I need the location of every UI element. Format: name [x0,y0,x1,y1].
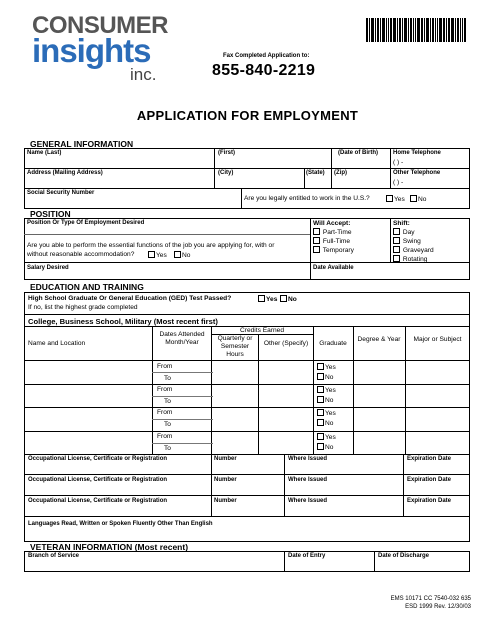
ged-no-checkbox[interactable] [280,295,297,303]
license-exp-2: Expiration Date [407,477,452,483]
divider [24,188,470,189]
yes-label: Yes [266,296,278,303]
row3-to: To [164,421,171,428]
logo-line-1: CONSUMER [32,12,169,39]
checkbox-icon [317,419,324,426]
yes-label: Yes [325,410,336,417]
fax-label: Fax Completed Application to: [223,53,310,59]
checkbox-icon [317,433,324,440]
row3-grad-no-checkbox[interactable] [317,419,333,427]
will-accept-label: Will Accept: [313,220,351,227]
fax-number: 855-840-2219 [212,62,316,79]
ssn-label: Social Security Number [27,190,95,196]
divider [390,148,391,188]
row1-grad-no-checkbox[interactable] [317,373,333,381]
divider [24,431,470,432]
temporary-label: Temporary [322,247,354,254]
divider [331,148,332,188]
divider [211,454,212,516]
temporary-checkbox[interactable] [313,246,354,254]
checkbox-icon [313,246,320,253]
no-label: No [325,444,334,451]
divider [24,360,470,361]
veteran-heading: VETERAN INFORMATION (Most recent) [30,542,189,552]
credits-earned-header: Credits Earned [240,327,284,334]
divider [403,454,404,516]
divider [310,218,311,280]
zip-label: (Zip) [334,170,347,176]
checkbox-icon [386,195,393,202]
part-time-label: Part-Time [322,229,352,236]
yes-label: Yes [325,434,336,441]
checkbox-icon [313,237,320,244]
checkbox-icon [393,237,400,244]
divider [152,443,213,444]
no-label: No [325,374,334,381]
row2-to: To [164,398,171,405]
divider [24,168,470,169]
yes-label: Yes [156,252,167,259]
divider [241,188,242,209]
divider [24,314,470,315]
divider [214,148,215,188]
license-exp-1: Expiration Date [407,456,452,462]
logo-line-2: insights [32,32,151,69]
page-title: APPLICATION FOR EMPLOYMENT [136,108,359,123]
divider [353,326,354,454]
shift-swing-checkbox[interactable] [393,237,421,245]
checkbox-icon [317,373,324,380]
checkbox-icon [410,195,417,202]
checkbox-icon [393,228,400,235]
legal-yes-checkbox[interactable] [386,195,405,203]
yes-label: Yes [325,387,336,394]
license-number-1: Number [214,456,237,462]
divider [152,326,153,454]
checkbox-icon [313,228,320,235]
salary-label: Salary Desired [27,265,69,271]
ged-yes-checkbox[interactable] [258,295,277,303]
shift-day-checkbox[interactable] [393,228,415,236]
home-phone-label: Home Telephone [393,150,441,156]
license-label-1: Occupational License, Certificate or Registration [28,456,168,462]
no-label: No [288,296,297,303]
address-label: Address (Mailing Address) [27,170,103,176]
license-label-2: Occupational License, Certificate or Registration [28,477,168,483]
license-where-2: Where Issued [288,477,328,483]
row1-grad-yes-checkbox[interactable] [317,363,336,371]
col-other: Other (Specify) [263,340,309,347]
divider [258,334,259,454]
city-label: (City) [218,170,234,176]
license-number-2: Number [214,477,237,483]
row2-from: From [157,386,173,393]
full-time-checkbox[interactable] [313,237,350,245]
date-available-label: Date Available [313,265,354,271]
checkbox-icon [174,251,181,258]
license-where-3: Where Issued [288,498,328,504]
license-label-3: Occupational License, Certificate or Registration [28,498,168,504]
checkbox-icon [317,409,324,416]
full-time-label: Full-Time [322,238,351,245]
functions-yes-checkbox[interactable] [148,251,167,259]
divider [284,551,285,572]
shift-rotating-label: Rotating [402,256,428,263]
other-phone-label: Other Telephone [393,170,441,176]
shift-swing-label: Swing [402,238,421,245]
barcode-icon [366,18,466,42]
checkbox-icon [317,363,324,370]
col-major-subject: Major or Subject [413,336,462,343]
license-where-1: Where Issued [288,456,328,462]
checkbox-icon [393,255,400,262]
branch-label: Branch of Service [28,553,80,559]
shift-rotating-checkbox[interactable] [393,255,427,263]
name-last-label: Name (Last) [27,150,62,156]
date-entry-label: Date of Entry [288,553,326,559]
divider [24,516,470,517]
col-graduate: Graduate [319,340,347,347]
license-number-3: Number [214,498,237,504]
checkbox-icon [317,396,324,403]
row2-grad-no-checkbox[interactable] [317,396,333,404]
row2-grad-yes-checkbox[interactable] [317,386,336,394]
row3-from: From [157,409,173,416]
position-desired-label: Position Or Type Of Employment Desired [27,220,145,226]
license-exp-3: Expiration Date [407,498,452,504]
divider [152,419,213,420]
row4-grad-no-checkbox[interactable] [317,443,333,451]
education-heading: EDUCATION AND TRAINING [30,282,144,292]
ged-question: High School Graduate Or General Education (GED) Test Passed? [28,295,232,302]
divider [284,454,285,516]
functions-question-line2: without reasonable accommodation? [27,251,135,258]
checkbox-icon [317,443,324,450]
checkbox-icon [317,386,324,393]
legal-no-checkbox[interactable] [410,195,426,203]
position-heading: POSITION [30,209,71,219]
shift-day-label: Day [402,229,415,236]
state-label: (State) [306,170,325,176]
ged-note: If no, list the highest grade completed [28,304,138,311]
company-logo [30,14,170,82]
row1-from: From [157,363,173,370]
home-phone-format[interactable]: ( ) - [393,159,404,166]
no-label: No [325,420,334,427]
divider [304,168,305,188]
divider [374,551,375,572]
divider [24,384,470,385]
divider [152,396,213,397]
languages-label: Languages Read, Written or Spoken Fluently Other Than English [28,521,213,527]
date-discharge-label: Date of Discharge [378,553,430,559]
yes-label: Yes [394,196,405,203]
col-degree-year: Degree & Year [357,336,401,343]
col-quarterly-hours: Quarterly or Semester Hours [217,335,253,358]
no-label: No [418,196,427,203]
no-label: No [182,252,191,259]
functions-no-checkbox[interactable] [174,251,190,259]
col-dates-attended: Dates Attended Month/Year [159,331,205,346]
divider [390,218,391,262]
divider [152,372,213,373]
divider [405,326,406,454]
row4-grad-yes-checkbox[interactable] [317,433,336,441]
legal-work-question: Are you legally entitled to work in the U.S.? [244,195,370,202]
logo-line-3: inc. [130,65,157,84]
row1-to: To [164,375,171,382]
other-phone-format[interactable]: ( ) - [393,179,404,186]
yes-label: Yes [325,364,336,371]
divider [24,495,470,496]
divider [24,474,470,475]
row4-to: To [164,445,171,452]
no-label: No [325,397,334,404]
shift-graveyard-checkbox[interactable] [393,246,434,254]
row3-grad-yes-checkbox[interactable] [317,409,336,417]
form-code-line2: ESD 1999 Rev. 12/30/03 [405,604,471,610]
functions-question-line1: Are you able to perform the essential functions of the job you are applying for, with or [27,242,275,249]
dob-label: (Date of Birth) [338,150,378,156]
form-code-line1: EMS 10171 CC 7540-032 635 [390,596,471,602]
divider [24,234,310,235]
checkbox-icon [258,295,265,302]
checkbox-icon [393,246,400,253]
shift-label: Shift: [393,220,410,227]
college-heading: College, Business School, Military (Most recent first) [28,317,218,326]
first-name-label: (First) [218,150,235,156]
divider [24,407,470,408]
checkbox-icon [148,251,155,258]
shift-graveyard-label: Graveyard [402,247,434,254]
checkbox-icon [280,295,287,302]
part-time-checkbox[interactable] [313,228,352,236]
general-info-heading: GENERAL INFORMATION [30,139,134,149]
row4-from: From [157,433,173,440]
col-name-location: Name and Location [28,340,86,347]
